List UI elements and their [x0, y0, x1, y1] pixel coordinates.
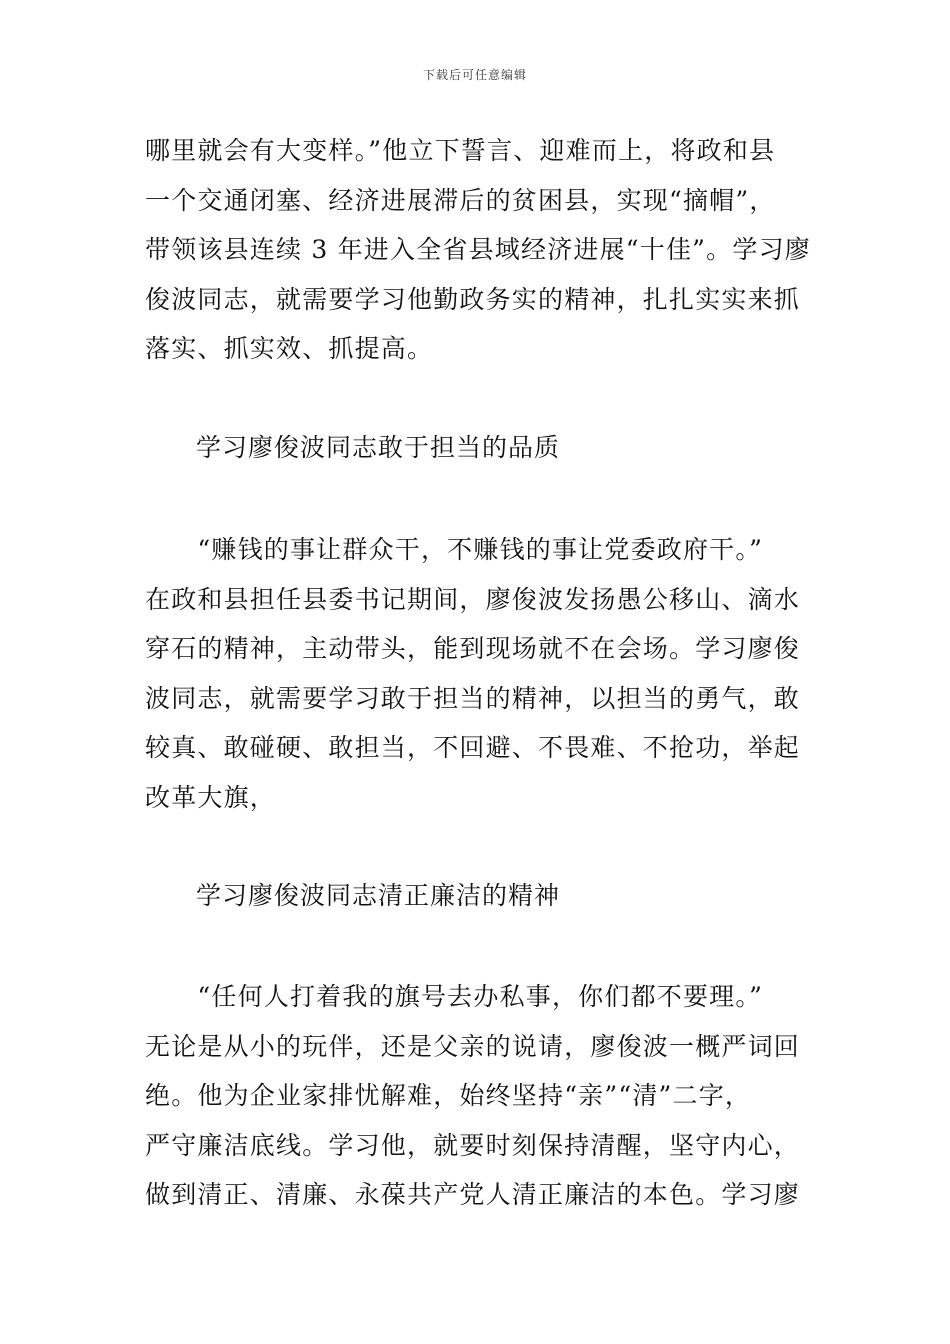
paragraph-line: 一个交通闭塞、经济进展滞后的贫困县，实现“摘帽”，	[145, 185, 776, 215]
paragraph-2	[145, 525, 815, 822]
page-header: 下载后可任意编辑	[422, 68, 527, 82]
paragraph-line: 俊波同志，就需要学习他勤政务实的精神，扎扎实实来抓	[145, 284, 801, 314]
paragraph-line: 严守廉洁底线。学习他，就要时刻保持清醒，坚守内心，	[145, 1130, 801, 1160]
paragraph-line: 绝。他为企业家排忧解难，始终坚持“亲”“清”二字，	[145, 1081, 752, 1110]
paragraph-line: 做到清正、清廉、永葆共产党人清正廉洁的本色。学习廖	[145, 1180, 801, 1209]
paragraph-3	[145, 972, 815, 1220]
paragraph-line: 较真、敢碰硬、敢担当，不回避、不畏难、不抢功，举起	[145, 733, 801, 762]
section-heading-2: 学习廖俊波同志清正廉洁的精神	[196, 881, 561, 910]
paragraph-line: 穿石的精神，主动带头，能到现场就不在会场。学习廖俊	[145, 634, 801, 663]
paragraph-line: 落实、抓实效、抓提高。	[145, 334, 434, 363]
paragraph-line: 在政和县担任县委书记期间，廖俊波发扬愚公移山、滴水	[145, 584, 801, 614]
paragraph-line: 改革大旗，	[145, 782, 277, 812]
paragraph-1	[145, 126, 815, 374]
paragraph-line: 哪里就会有大变样。”他立下誓言、迎难而上，将政和县	[145, 136, 776, 165]
paragraph-line: “赚钱的事让群众干，不赚钱的事让党委政府干。”	[145, 535, 764, 564]
paragraph-line: 带领该县连续 3 年进入全省县域经济进展“十佳”。学习廖	[145, 235, 811, 264]
paragraph-line: 波同志，就需要学习敢于担当的精神，以担当的勇气，敢	[145, 683, 801, 713]
paragraph-line: 无论是从小的玩伴，还是父亲的说请，廖俊波一概严词回	[145, 1031, 801, 1061]
section-heading-1: 学习廖俊波同志敢于担当的品质	[196, 433, 561, 462]
paragraph-line: “任何人打着我的旗号去办私事，你们都不要理。”	[145, 982, 764, 1011]
